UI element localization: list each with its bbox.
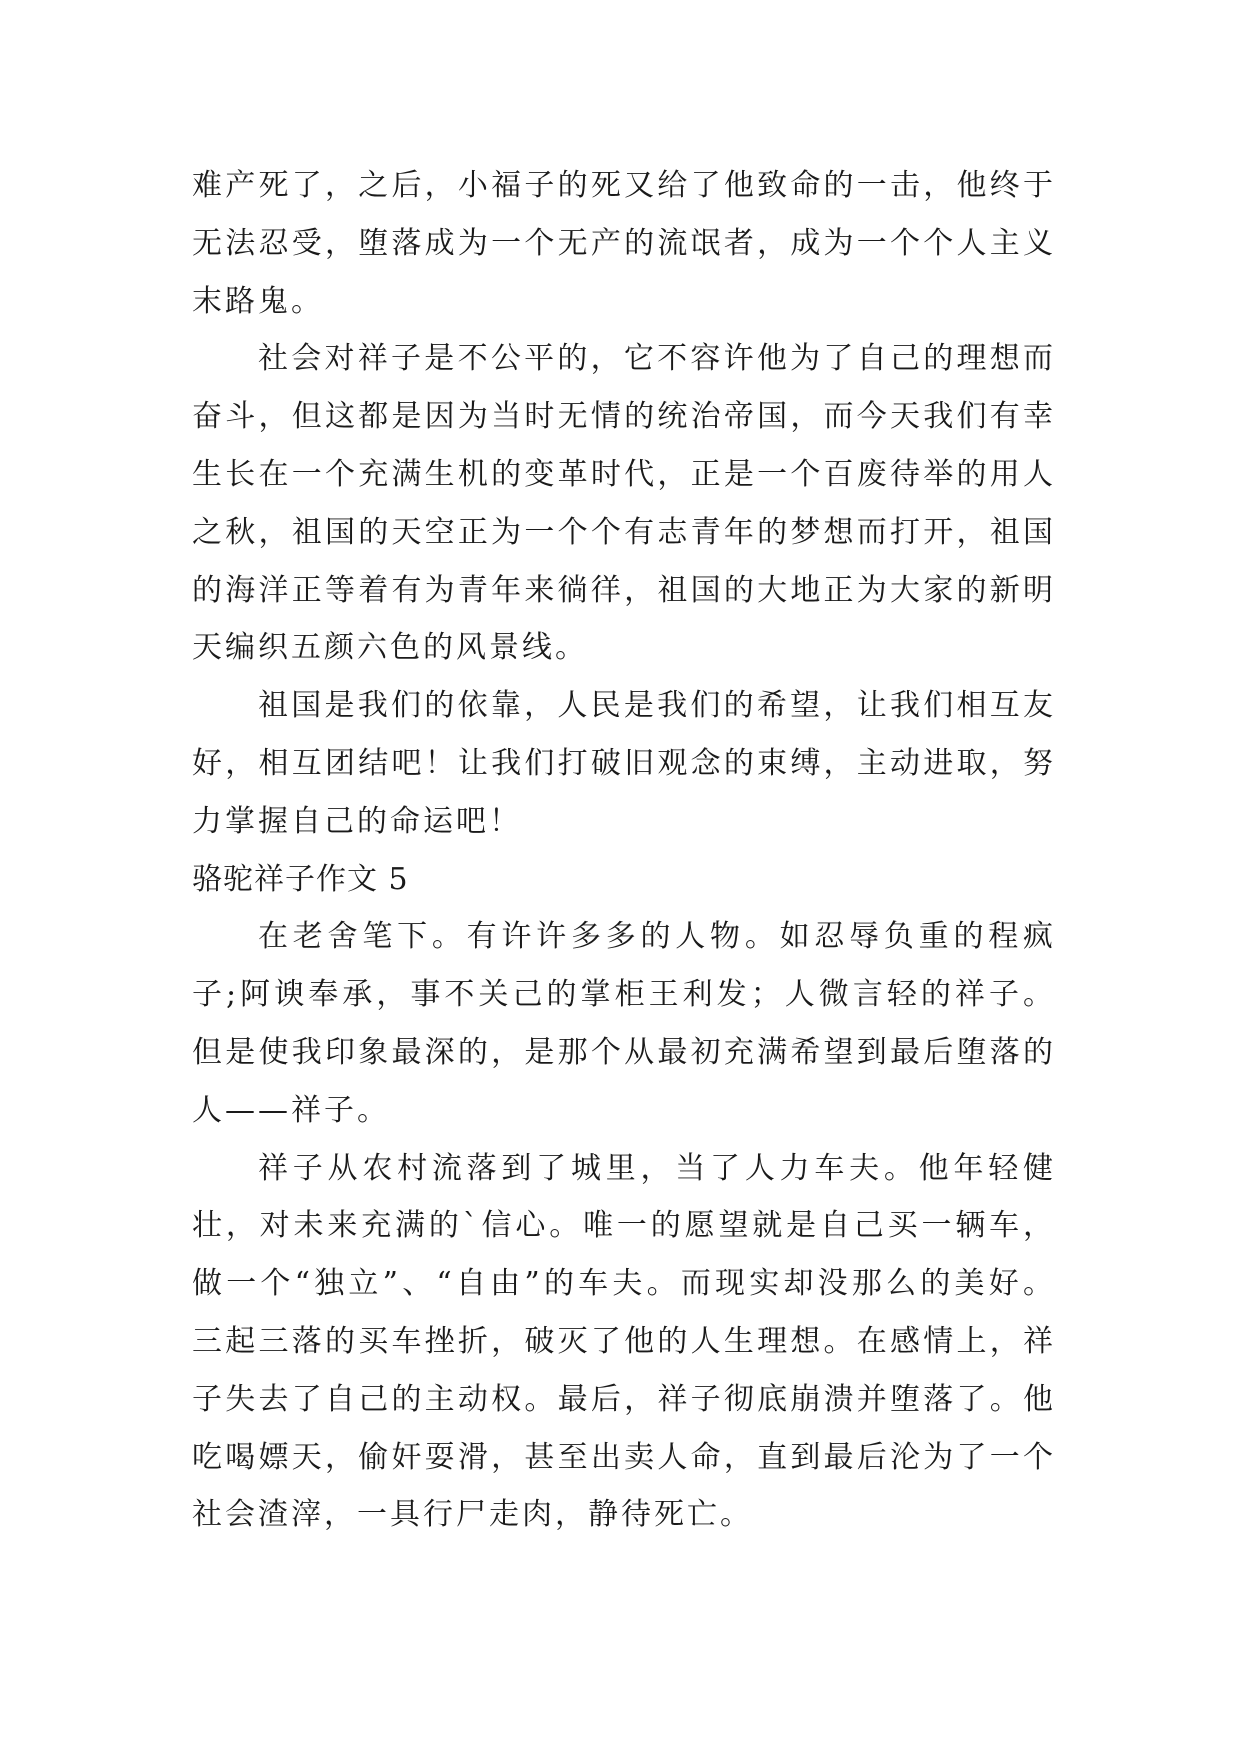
paragraph-1: 难产死了，之后，小福子的死又给了他致命的一击，他终于无法忍受，堕落成为一个无产的流氓者，成为一个个人主义末路鬼。 — [192, 168, 1056, 319]
paragraph-2: 社会对祥子是不公平的，它不容许他为了自己的理想而奋斗，但这都是因为当时无情的统治帝国，而今天我们有幸生长在一个充满生机的变革时代，正是一个百废待举的用人之秋，祖国的天空正为一个个有志青年的梦想而打开，祖国的海洋正等着有为青年来徜徉，祖国的大地正为大家的新明天编织五颜六色的风景线。 — [192, 341, 1056, 666]
document-body — [192, 157, 1056, 1544]
paragraph-5: 祥子从农村流落到了城里，当了人力车夫。他年轻健壮，对未来充满的`信心。唯一的愿望就是自己买一辆车，做一个“独立”、“自由”的车夫。而现实却没那么的美好。三起三落的买车挫折，破灭了他的人生理想。在感情上，祥子失去了自己的主动权。最后，祥子彻底崩溃并堕落了。他吃喝嫖天，偷奸耍滑，甚至出卖人命，直到最后沦为了一个社会渣滓，一具行尸走肉，静待死亡。 — [192, 1150, 1056, 1533]
paragraph-3: 祖国是我们的依靠，人民是我们的希望，让我们相互友好，相互团结吧！让我们打破旧观念的束缚，主动进取，努力掌握自己的命运吧！ — [192, 688, 1056, 839]
paragraph-4: 在老舍笔下。有许许多多的人物。如忍辱负重的程疯子;阿谀奉承，事不关己的掌柜王利发；人微言轻的祥子。但是使我印象最深的，是那个从最初充满希望到最后堕落的人——祥子。 — [192, 919, 1056, 1128]
section-title: 骆驼祥子作文 5 — [192, 861, 409, 897]
